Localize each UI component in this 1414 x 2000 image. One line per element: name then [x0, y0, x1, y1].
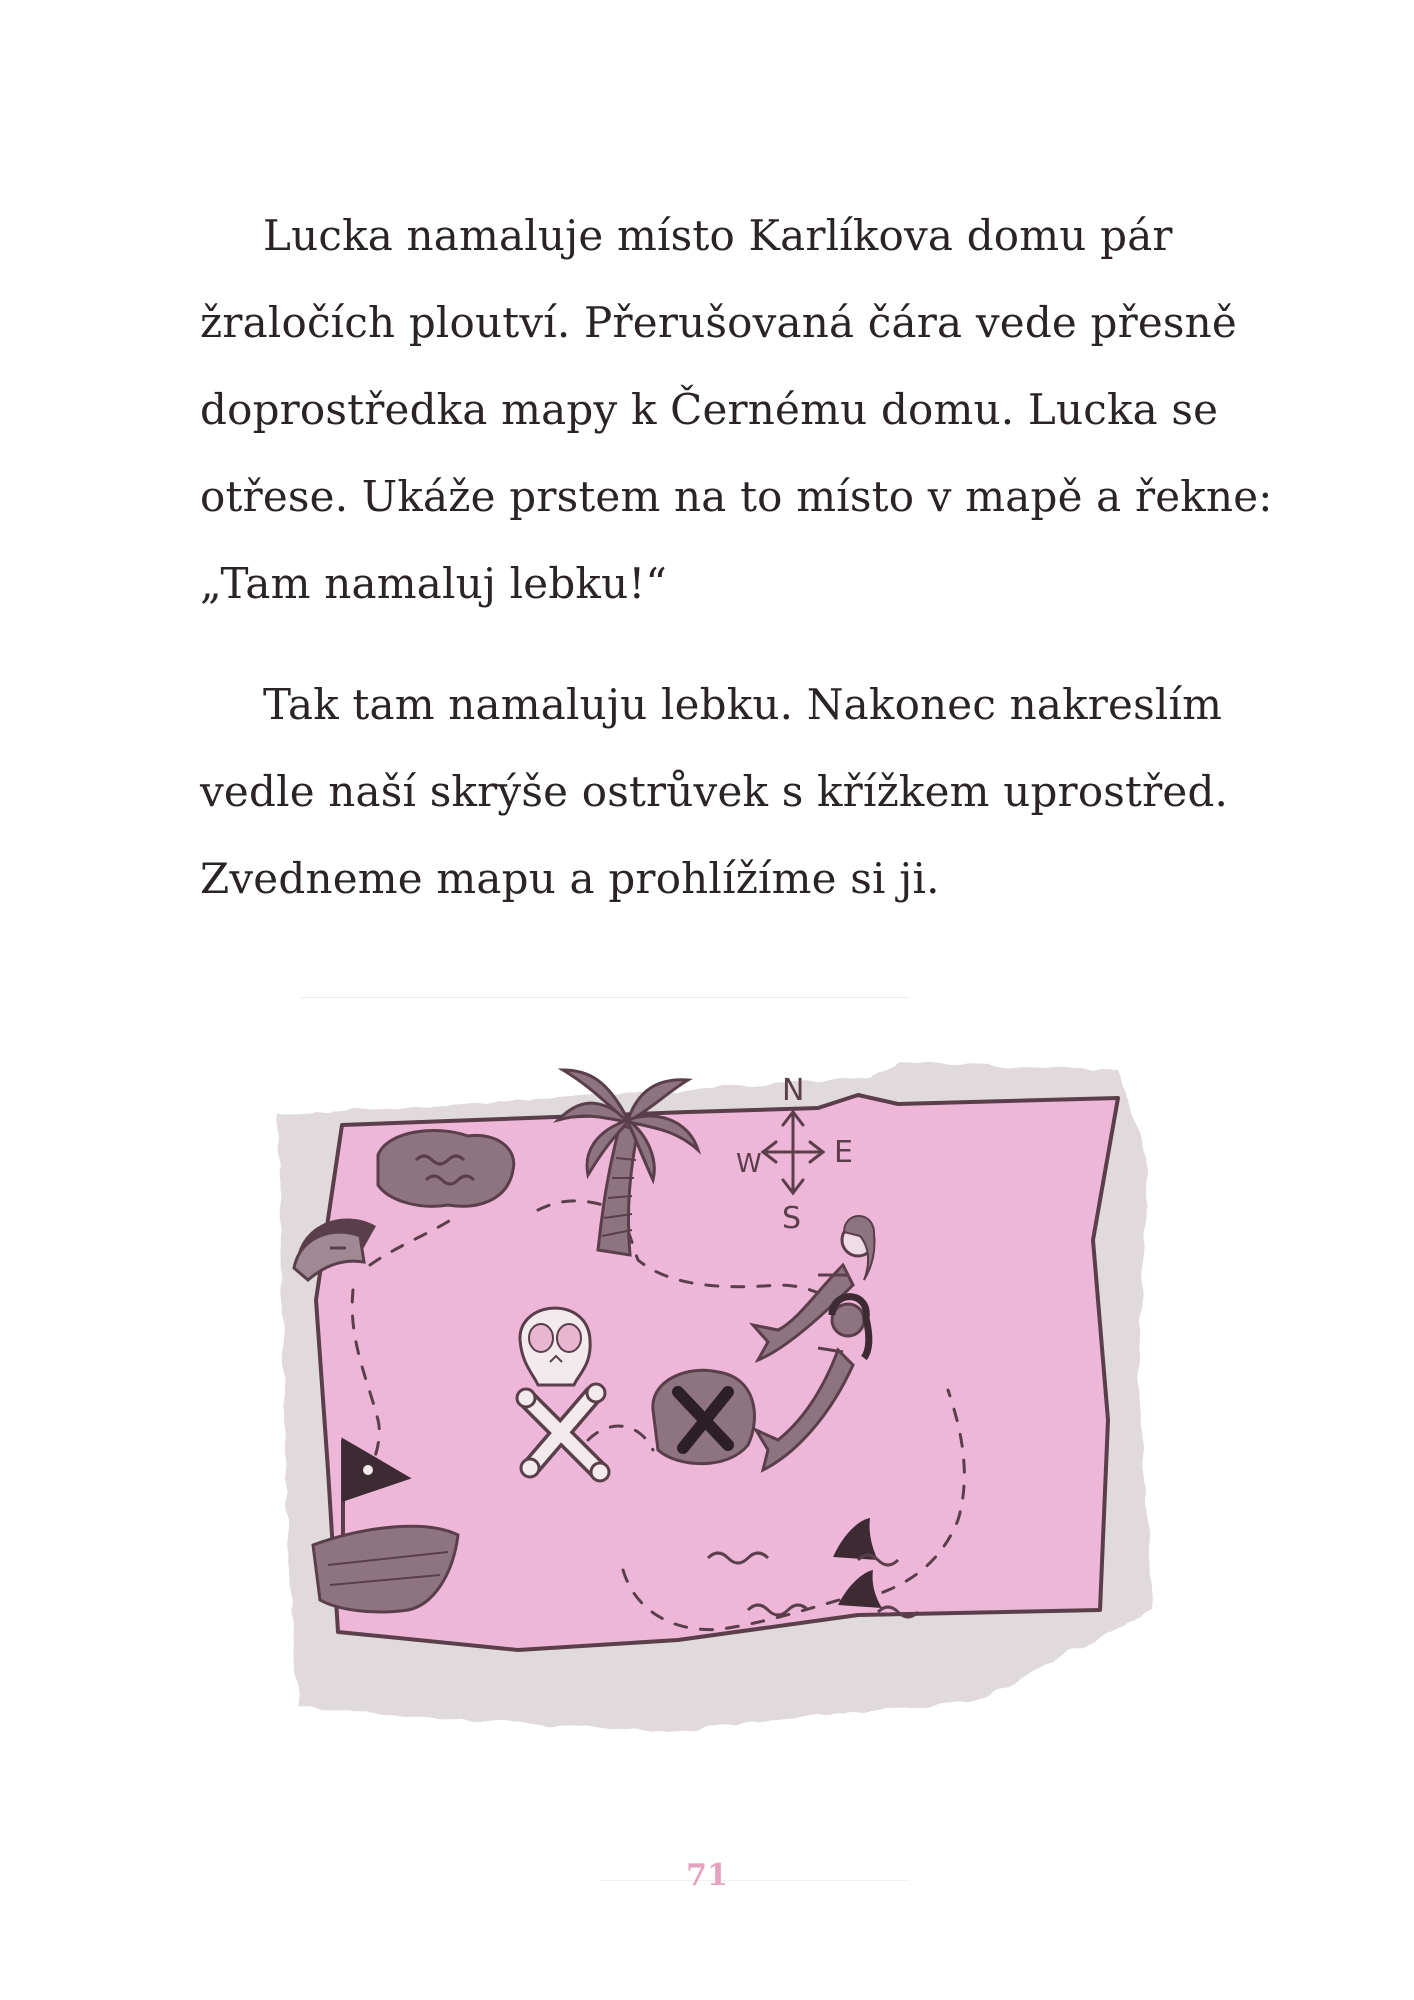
text-line: doprostředka mapy k Černému domu. Lucka se: [200, 385, 1219, 434]
paragraph: [200, 661, 1240, 922]
paragraph: [200, 192, 1273, 627]
compass-north: N: [782, 1073, 805, 1108]
divider: [300, 997, 910, 998]
text-line: žraločích ploutví. Přerušovaná čára vede přesně: [200, 298, 1237, 347]
text-line: vedle naší skrýše ostrůvek s křížkem uprostřed.: [200, 767, 1229, 816]
text-line: Zvedneme mapu a prohlížíme si ji.: [200, 854, 940, 903]
text-line: otřese. Ukáže prstem na to místo v mapě a řekne:: [200, 472, 1273, 521]
compass-east: E: [834, 1135, 853, 1170]
compass-south: S: [782, 1201, 802, 1236]
lake-icon: [378, 1130, 514, 1206]
treasure-map-illustration: [258, 1000, 1158, 1740]
compass-west: W: [736, 1149, 762, 1179]
text-line: Tak tam namaluju lebku. Nakonec nakreslím: [263, 680, 1223, 729]
text-line: Lucka namaluje místo Karlíkova domu pár: [263, 211, 1173, 260]
text-line: „Tam namaluj lebku!“: [200, 559, 668, 608]
page-number: 71: [686, 1858, 728, 1893]
story-text: [200, 192, 1273, 956]
treasure-island-icon: [653, 1370, 755, 1463]
